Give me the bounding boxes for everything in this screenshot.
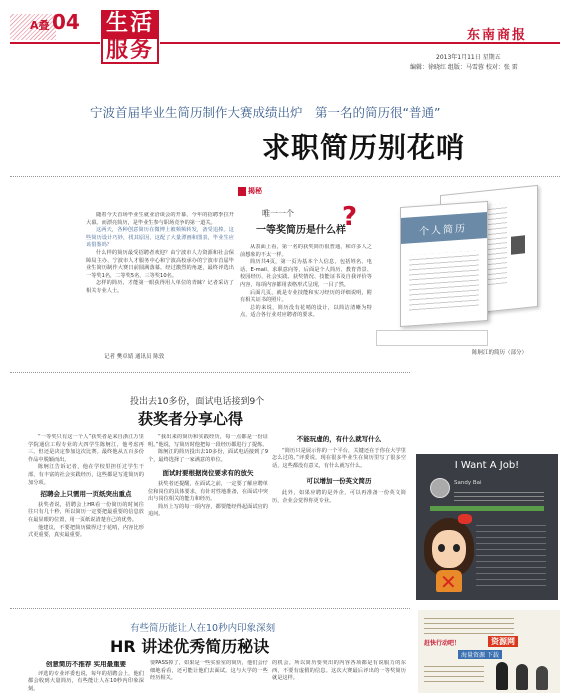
bottom-ad: [418, 610, 560, 693]
job-ad-title: I Want A Job!: [454, 460, 520, 471]
secret-title-2: 一等奖简历是什么样: [256, 225, 346, 236]
secret-paragraph-2: 简历共4页，第一页为基本个人信息，包括姓名、电话、E-mail、求职意向等，后面是个人简历、教育背景、校园经历、社会实践、获奖情况、技能证书及自我评价等内容，每项内容都用表格形式呈现，一目了然。: [240, 259, 372, 288]
cartoon-eye-left: [438, 544, 445, 552]
secret-paragraph-3: 后面几页，就是专业技能和实习经历的详细说明，附有相关证书的照片。: [240, 289, 372, 304]
winners-col1-p2: 陈舸江告诉记者，他在学校里担任过学生干部，有丰富的社会实践经历，这些都是写进简历的加分项。: [28, 464, 144, 486]
divider-lower: [10, 608, 410, 609]
headline-rule: [10, 176, 560, 177]
hr-col3-p1: 的机会。所以简历要突出的内容各项都是有说服力的东西，不要有虚假的信息。这次大赛最后评出的一等奖简历就是这样。: [272, 660, 406, 682]
figurine-icon-3: [536, 666, 548, 690]
bottom-ad-lines-top: [424, 614, 514, 636]
winners-col3-title: 不能玩虚的，有什么就写什么: [296, 435, 382, 443]
secret-paragraph-4: 总的来说，简历没有花哨的设计，以简洁清晰为特点，适合各行业对应聘者的要求。: [240, 304, 372, 319]
cartoon-eye-right: [453, 544, 460, 552]
job-ad-progress-bar: [430, 506, 544, 511]
cartoon-girl-icon: [420, 514, 478, 598]
headline-title: 求职简历别花哨: [262, 131, 466, 164]
cartoon-face: [432, 530, 466, 568]
winners-col3-subtitle: 可以增加一份英文简历: [306, 477, 372, 486]
hr-col-1: [28, 661, 144, 693]
winners-col1-p3: 获奖者说，招聘会上HR看一份简历的时间往往只有几十秒，所以简历一定要把最重要的信息放在最显眼的位置，用一页纸说清楚自己的优势。: [28, 501, 144, 523]
winners-col2-subtitle: 面试时要根据岗位要求有的放矢: [162, 469, 254, 478]
resume-banner: [401, 212, 487, 244]
winners-col-3: [272, 434, 406, 602]
headline-kicker: 宁波首届毕业生简历制作大赛成绩出炉 第一名的简历很“普通”: [90, 105, 441, 120]
resume-page-bottom: [376, 330, 488, 346]
resume-front-lines: [409, 251, 479, 314]
hr-col-3: [272, 660, 406, 693]
lead-paragraph-4: 怎样的简历，才能第一眼获得用人单位的青睐？记者采访了相关专业人士。: [86, 280, 234, 294]
figurine-icon-2: [516, 664, 528, 690]
job-ad: [416, 454, 558, 600]
resume-back-photo: [511, 235, 525, 254]
section-title-box: [101, 10, 159, 64]
secret-paragraph-1: 从表面上看，第一名的获奖简历很普通，和许多人之前想象的不太一样。: [240, 244, 372, 258]
winners-col-1: [28, 434, 144, 602]
section-title-1: 生活: [101, 10, 159, 37]
job-ad-content-lines: [476, 520, 546, 590]
winners-col3-p2: 此外，如果应聘的是外企，可以再准备一份英文简历，企业会觉得你更专业。: [272, 489, 406, 504]
resume-page-front: [400, 201, 488, 327]
winners-col3-p1: “简历只是展示你的一个平台，关键还在于你在大学里怎么过的。”评委说，现在很多毕业生在简历里写了很多空话，这些都没有意义，有什么就写什么。: [272, 447, 406, 469]
editor-line: 编辑：徐晓红 组版：马雪蓉 校对：张 雷: [410, 64, 518, 71]
winners-col2-p1: “我出来的简历和实践经历，每一点都是一份证明。”他说，写简历时他把每一段经历都进行了提炼。: [148, 434, 268, 448]
job-ad-avatar: [430, 478, 450, 498]
bottom-ad-brand: 资源网: [488, 636, 518, 647]
hr-title: HR 讲述优秀简历秘诀: [110, 637, 270, 656]
page-number: 04: [52, 10, 80, 34]
secret-title-1: 唯一一个: [262, 209, 294, 218]
figurine-icon: [496, 662, 508, 690]
resume-image: [370, 180, 560, 362]
winners-col1-p4: 他建议，不要把简历做得过于花哨，内容比形式更重要，真实最重要。: [28, 524, 144, 539]
winners-title: 获奖者分享心得: [138, 410, 244, 428]
newspaper-name: 东南商报: [467, 28, 528, 43]
hr-kicker: 有些简历能让人在10秒内印象深刻: [130, 623, 276, 634]
winners-col2-p4: 简历上写的每一项内容，都要能经得起面试官的追问。: [148, 503, 268, 518]
page-header: [0, 0, 568, 80]
secret-body: [240, 244, 372, 354]
job-ad-name: Sandy Bai: [454, 480, 482, 486]
question-mark-icon: ?: [342, 202, 358, 232]
lead-paragraph-2: 这两天，各种创意简历在微博上被频频转发，备受追捧。这些简历设计巧妙，找其原因，这配了大量漂画和图表，毕业生应该借鉴吗？: [86, 227, 234, 249]
date-line: 2013年1月11日 星期五: [436, 54, 501, 61]
red-x-mark-icon: ✕: [440, 570, 457, 594]
secret-tag-text: 揭秘: [248, 187, 262, 195]
lead-byline: 记者 樊卓婧 通讯员 陈敦: [104, 354, 165, 360]
divider-middle: [10, 372, 410, 373]
hr-col-2: [150, 660, 268, 693]
lead-paragraph-3: 什么样的简历最受招聘者欢迎？由宁波市人力资源和社会保障局主办、宁波市人才服务中心和宁波高校承办的宁波市首届毕业生简历制作大赛日前圆满落幕。经过激烈的角逐，最终评选出一等奖1名，二等奖5名，三等奖10名。: [86, 249, 234, 279]
hr-col1-subtitle: 创意简历不推荐 实用最重要: [45, 661, 127, 668]
lead-paragraph-1: 随着今天首场毕业生就业洽谈会的开幕，今年的招聘季拉开大幕。而漂亮简历，是毕业生参与职场竞争的第一道关。: [86, 212, 234, 226]
bottom-ad-tagline: 海量资源 下载: [458, 650, 502, 659]
hr-col2-p1: 要PASS掉了，如果是一些实验室的简历，他们会仔细地看看，还可能让他们去面试。这与大学的一些经历相关。: [150, 660, 268, 682]
resume-banner-label: 个人简历: [419, 223, 467, 238]
resume-caption: 陈舸江的简历（部分）: [472, 350, 528, 356]
bottom-ad-line1: 赶快行动吧！: [424, 640, 461, 647]
lead-article: [86, 212, 234, 328]
job-ad-info-lines: [454, 489, 544, 501]
winners-kicker: 投出去10多份，面试电话接到9个: [130, 397, 265, 407]
winners-col-2: [148, 434, 268, 602]
secret-tag-marker: [238, 187, 246, 196]
winners-col2-p3: 获奖者还提醒，在面试之前，一定要了解应聘单位和岗位的具体要求，有针对性地准备，在面试中突出与岗位相关的能力和经历。: [148, 480, 268, 503]
bottom-ad-lines-bottom: [424, 662, 484, 682]
edition-label: A叠: [30, 19, 50, 32]
winners-col1-p1: “一等奖只有这一个人”获奖者是来自浙江万里学院通信工程专业的大四学生陈舸江，他考虑再三，但还是决定参加这次比赛。最终他从五百多份作品中脱颖而出。: [28, 434, 144, 463]
winners-col1-subtitle: 招聘会上只需用一页纸突出重点: [40, 490, 132, 499]
header-rule-left: [10, 42, 100, 44]
section-title-2: 服务: [101, 37, 159, 64]
cartoon-bow: [458, 514, 472, 524]
hr-col1-p1: 评选的专业评委也说，每年的招聘会上，他们都会收到大量简历，有些能让人在10秒内印象深刻。: [28, 670, 144, 692]
winners-col2-p2: 陈舸江的简历投出去10多份，面试电话接到了9个，最终选择了一家满意的单位。: [148, 449, 268, 463]
